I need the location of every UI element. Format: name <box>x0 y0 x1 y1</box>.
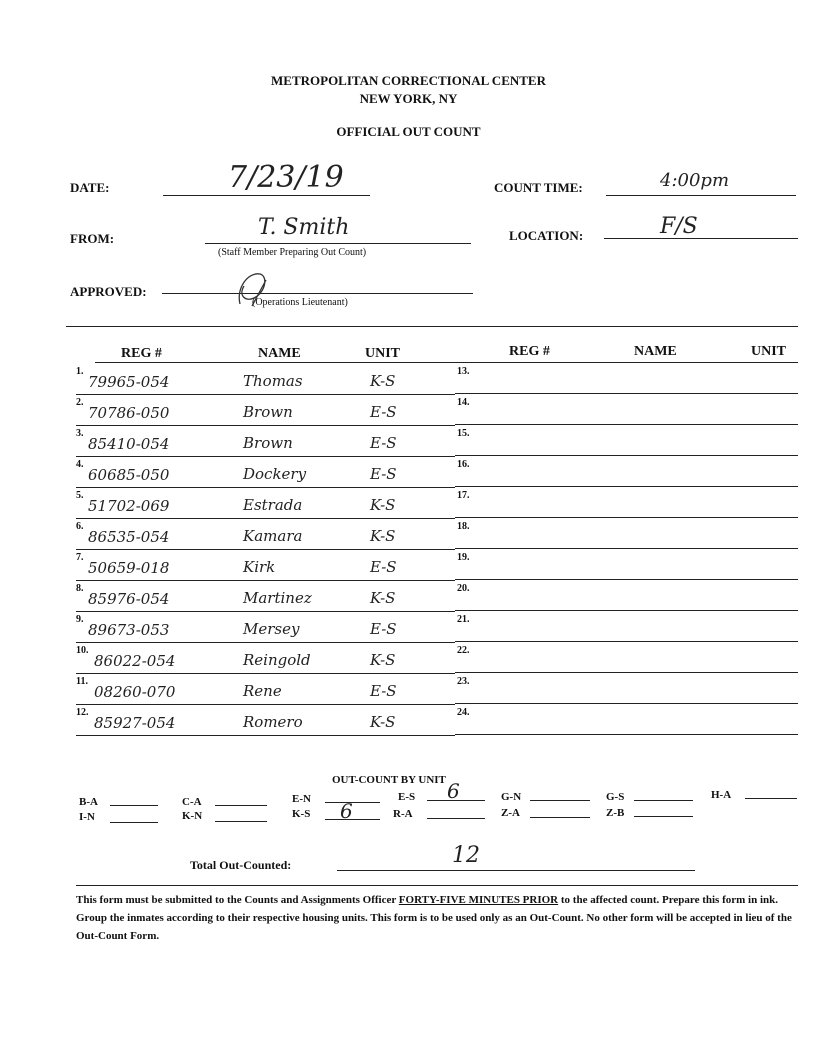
unit-code: E-S <box>370 682 397 700</box>
inmate-name: Kirk <box>243 558 276 576</box>
unit-label-e-n: E-N <box>292 793 311 805</box>
unit-label-g-n: G-N <box>501 791 522 803</box>
date-underline <box>163 195 370 196</box>
reg-header-left: REG # <box>121 346 162 361</box>
table-row <box>0 612 817 643</box>
row-number: 4. <box>76 459 84 470</box>
row-number: 8. <box>76 583 84 594</box>
unit-label-h-a: H-A <box>711 789 732 801</box>
reg-number: 51702-069 <box>88 497 170 515</box>
unit-header-right: UNIT <box>751 344 787 359</box>
table-row <box>0 643 817 674</box>
row-rule <box>455 424 798 425</box>
reg-number: 85927-054 <box>94 714 176 732</box>
row-rule <box>455 548 798 549</box>
unit-blank <box>427 800 485 801</box>
reg-number: 86535-054 <box>88 528 170 546</box>
total-label: Total Out-Counted: <box>190 858 292 872</box>
table-row <box>0 705 817 736</box>
name-header-right: NAME <box>634 344 677 359</box>
row-number: 2. <box>76 397 84 408</box>
row-number: 22. <box>457 645 470 656</box>
inmate-name: Brown <box>243 403 293 421</box>
row-rule <box>455 517 798 518</box>
inmate-name: Dockery <box>243 465 307 483</box>
row-rule <box>455 579 798 580</box>
unit-label-k-s: K-S <box>292 808 311 820</box>
unit-blank <box>215 821 267 822</box>
footer-text-2: to the affected count. Prepare this form in ink. Group the inmates according to their respective housing units. This form is to be used only as an Out-Count. No other form will be accepted in lieu of the Out-Count Form. <box>76 894 792 942</box>
unit-blank <box>634 816 693 817</box>
location-label: LOCATION: <box>509 228 584 243</box>
inmate-name: Brown <box>243 434 293 452</box>
location-underline <box>604 238 798 239</box>
row-number: 1. <box>76 366 84 377</box>
unit-label-z-a: Z-A <box>501 807 520 819</box>
inmate-name: Mersey <box>243 620 300 638</box>
count-time-value: 4:00pm <box>660 170 730 191</box>
approved-underline <box>162 293 473 294</box>
unit-value-e-s: 6 <box>447 779 460 803</box>
unit-label-i-n: I-N <box>79 811 95 823</box>
unit-blank <box>745 798 797 799</box>
row-number: 9. <box>76 614 84 625</box>
inmate-name: Rene <box>243 682 282 700</box>
unit-blank <box>325 819 380 820</box>
location-value: F/S <box>660 214 698 239</box>
footer-emphasis: FORTY-FIVE MINUTES PRIOR <box>398 894 559 906</box>
date-label: DATE: <box>70 180 110 195</box>
unit-code: E-S <box>370 434 397 452</box>
row-number: 20. <box>457 583 470 594</box>
row-rule <box>455 734 798 735</box>
row-rule <box>76 735 455 736</box>
unit-blank <box>530 800 590 801</box>
left-header-rule <box>95 362 455 363</box>
unit-blank <box>110 822 158 823</box>
reg-header-right: REG # <box>509 344 550 359</box>
form-header-subtitle: NEW YORK, NY <box>359 91 458 106</box>
row-number: 5. <box>76 490 84 501</box>
row-number: 11. <box>76 676 88 687</box>
table-row <box>0 550 817 581</box>
table-row <box>0 519 817 550</box>
row-number: 13. <box>457 366 470 377</box>
total-underline <box>337 870 695 871</box>
inmate-name: Romero <box>243 713 303 731</box>
row-rule <box>455 672 798 673</box>
reg-number: 89673-053 <box>88 621 170 639</box>
unit-label-k-n: K-N <box>182 810 203 822</box>
reg-number: 86022-054 <box>94 652 176 670</box>
unit-code: K-S <box>370 651 396 669</box>
table-row <box>0 674 817 705</box>
unit-code: K-S <box>370 372 396 390</box>
total-value: 12 <box>452 843 480 868</box>
unit-code: K-S <box>370 527 396 545</box>
from-underline <box>205 243 471 244</box>
inmate-name: Kamara <box>243 527 303 545</box>
unit-code: K-S <box>370 589 396 607</box>
unit-label-g-s: G-S <box>606 791 625 803</box>
unit-value-k-s: 6 <box>340 799 353 823</box>
unit-code: E-S <box>370 403 397 421</box>
footer-text-1: This form must be submitted to the Counts and Assignments Officer <box>76 894 399 906</box>
row-number: 17. <box>457 490 470 501</box>
unit-code: E-S <box>370 620 397 638</box>
footer-instructions <box>76 891 796 945</box>
row-number: 6. <box>76 521 84 532</box>
row-number: 14. <box>457 397 470 408</box>
reg-number: 70786-050 <box>88 404 170 422</box>
row-rule <box>455 641 798 642</box>
unit-code: K-S <box>370 713 396 731</box>
approved-label: APPROVED: <box>70 284 147 299</box>
name-header-left: NAME <box>258 346 301 361</box>
unit-label-z-b: Z-B <box>606 807 625 819</box>
reg-number: 79965-054 <box>88 373 170 391</box>
row-number: 23. <box>457 676 470 687</box>
out-count-title: OUT-COUNT BY UNIT <box>332 774 446 786</box>
approved-caption: (Operations Lieutenant) <box>252 297 348 308</box>
unit-code: E-S <box>370 558 397 576</box>
unit-blank <box>215 805 267 806</box>
count-time-label: COUNT TIME: <box>494 180 583 195</box>
row-number: 3. <box>76 428 84 439</box>
table-row <box>0 581 817 612</box>
reg-number: 60685-050 <box>88 466 170 484</box>
row-rule <box>455 393 798 394</box>
unit-code: K-S <box>370 496 396 514</box>
right-header-rule <box>455 362 798 363</box>
table-row <box>0 426 817 457</box>
unit-blank <box>634 800 693 801</box>
table-row <box>0 364 817 395</box>
unit-code: E-S <box>370 465 397 483</box>
reg-number: 50659-018 <box>88 559 170 577</box>
unit-blank <box>110 805 158 806</box>
date-value: 7/23/19 <box>228 160 344 195</box>
reg-number: 85410-054 <box>88 435 170 453</box>
inmate-name: Reingold <box>243 651 311 669</box>
form-header-title: METROPOLITAN CORRECTIONAL CENTER <box>271 73 546 88</box>
row-number: 19. <box>457 552 470 563</box>
table-row <box>0 488 817 519</box>
section-separator <box>66 326 798 327</box>
row-rule <box>455 486 798 487</box>
row-number: 16. <box>457 459 470 470</box>
row-rule <box>455 455 798 456</box>
from-caption: (Staff Member Preparing Out Count) <box>218 247 367 258</box>
table-row <box>0 395 817 426</box>
count-time-underline <box>606 195 796 196</box>
row-rule <box>455 703 798 704</box>
form-name: OFFICIAL OUT COUNT <box>336 124 481 139</box>
unit-label-e-s: E-S <box>398 791 416 803</box>
row-rule <box>455 610 798 611</box>
row-number: 18. <box>457 521 470 532</box>
table-row <box>0 457 817 488</box>
reg-number: 08260-070 <box>94 683 176 701</box>
inmate-name: Estrada <box>243 496 303 514</box>
row-number: 21. <box>457 614 470 625</box>
inmate-name: Martinez <box>243 589 312 607</box>
row-number: 10. <box>76 645 89 656</box>
row-number: 15. <box>457 428 470 439</box>
unit-label-r-a: R-A <box>393 808 413 820</box>
unit-label-b-a: B-A <box>79 796 98 808</box>
inmate-name: Thomas <box>243 372 303 390</box>
footer-rule <box>76 885 798 886</box>
row-number: 7. <box>76 552 84 563</box>
unit-blank <box>427 818 485 819</box>
unit-blank <box>530 817 590 818</box>
unit-header-left: UNIT <box>365 346 401 361</box>
unit-label-c-a: C-A <box>182 796 202 808</box>
reg-number: 85976-054 <box>88 590 170 608</box>
row-number: 24. <box>457 707 470 718</box>
row-number: 12. <box>76 707 89 718</box>
from-label: FROM: <box>70 231 115 246</box>
from-signature: T. Smith <box>258 215 350 240</box>
